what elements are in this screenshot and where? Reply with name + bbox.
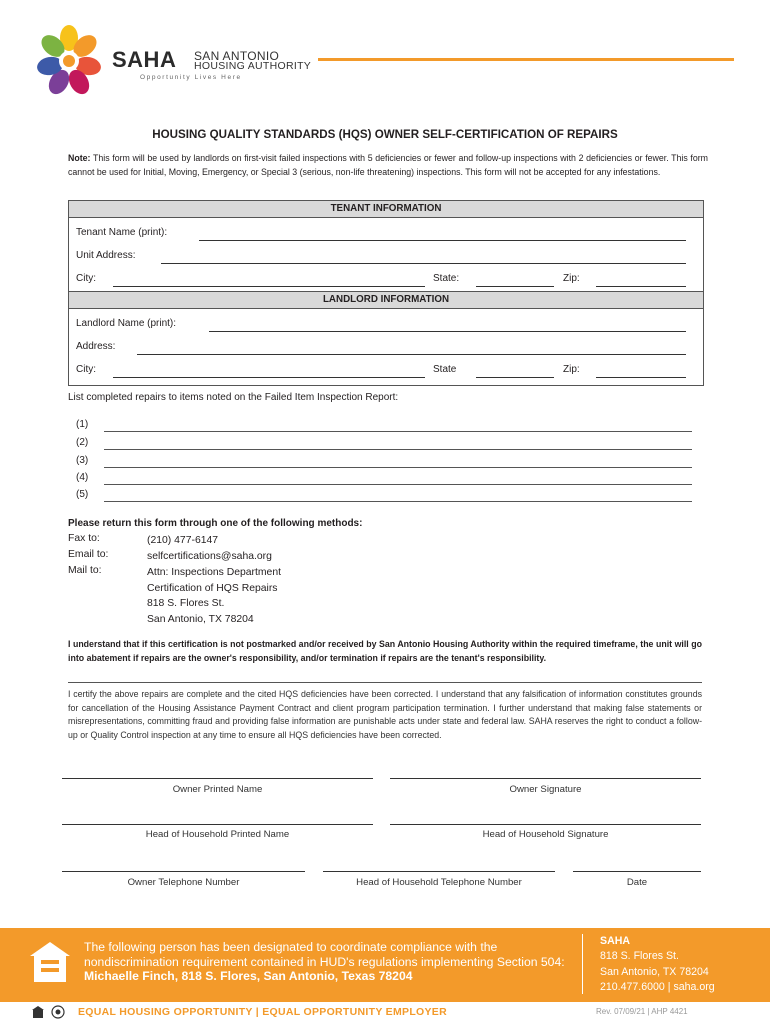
mail-address-line: Certification of HQS Repairs xyxy=(147,582,278,594)
tenant-name-label: Tenant Name (print): xyxy=(76,227,168,238)
tenant-zip-label: Zip: xyxy=(563,273,580,284)
landlord-zip-field[interactable] xyxy=(596,377,686,378)
email-label: Email to: xyxy=(68,549,109,560)
landlord-name-field[interactable] xyxy=(209,331,686,332)
fax-label: Fax to: xyxy=(68,533,100,544)
owner-phone-label: Owner Telephone Number xyxy=(127,877,240,888)
tenant-zip-field[interactable] xyxy=(596,286,686,287)
repair-item-field[interactable] xyxy=(104,501,692,502)
hoh-printed-name-label: Head of Household Printed Name xyxy=(145,829,290,840)
landlord-state-label: State xyxy=(433,364,457,375)
mail-address-line: 818 S. Flores St. xyxy=(147,598,225,610)
mail-address-line: Attn: Inspections Department xyxy=(147,567,281,578)
footer-contact: 210.477.6000 | saha.org xyxy=(600,981,715,994)
hoh-printed-name-field[interactable] xyxy=(62,824,373,825)
tagline: Opportunity Lives Here xyxy=(140,74,242,81)
equal-opportunity-icons xyxy=(32,1005,72,1019)
owner-phone-field[interactable] xyxy=(62,871,305,872)
footer-address xyxy=(600,934,715,996)
hoh-phone-field[interactable] xyxy=(323,871,555,872)
hoh-signature-label: Head of Household Signature xyxy=(482,829,609,840)
unit-address-label: Unit Address: xyxy=(76,250,136,261)
tenant-name-field[interactable] xyxy=(199,240,686,241)
section-divider xyxy=(68,682,702,683)
tenant-city-field[interactable] xyxy=(113,286,425,287)
agency-name xyxy=(194,51,311,71)
saha-flower-logo-icon xyxy=(36,24,102,96)
equal-housing-icon xyxy=(26,938,74,986)
compliance-text: The following person has been designated to coordinate compliance with the nondiscrimination requirement contained in HUD's regulations implementing Section 504: xyxy=(84,940,565,969)
mail-label: Mail to: xyxy=(68,565,102,576)
landlord-section-heading: LANDLORD INFORMATION xyxy=(69,291,703,309)
date-field[interactable] xyxy=(573,871,701,872)
footer-address-line1: 818 S. Flores St. xyxy=(600,950,679,963)
landlord-state-field[interactable] xyxy=(476,377,554,378)
mail-address-line: San Antonio, TX 78204 xyxy=(147,613,254,625)
repairs-intro: List completed repairs to items noted on the Failed Item Inspection Report: xyxy=(68,392,399,403)
form-title: HOUSING QUALITY STANDARDS (HQS) OWNER SELF-CERTIFICATION OF REPAIRS xyxy=(152,128,618,141)
unit-address-field[interactable] xyxy=(161,263,686,264)
footer-banner xyxy=(0,928,770,1002)
owner-printed-name-label: Owner Printed Name xyxy=(172,784,263,795)
return-methods-heading: Please return this form through one of the following methods: xyxy=(68,518,363,529)
repair-item-field[interactable] xyxy=(104,449,692,450)
revision-number: Rev. 07/09/21 | AHP 4421 xyxy=(596,1007,688,1016)
repair-item-number: (2) xyxy=(76,437,89,448)
coordinator-contact: Michaelle Finch, 818 S. Flores, San Antonio, Texas 78204 xyxy=(84,969,413,984)
landlord-zip-label: Zip: xyxy=(563,364,580,375)
note-label: Note: xyxy=(68,153,91,163)
repair-item-number: (4) xyxy=(76,472,89,483)
landlord-city-label: City: xyxy=(76,364,96,375)
repair-item-number: (5) xyxy=(76,489,89,500)
email-address[interactable]: selfcertifications@saha.org xyxy=(147,551,272,562)
certification-statement: I certify the above repairs are complete and the cited HQS deficiencies have been corrected. I understand that any falsification of information constitutes grounds for cancellation of the Housing Assistance Payment Contract and client program participation termination. I further understand that making false statements or misrepresentations, committing fraud and providing false information are punishable acts under state and federal law. SAHA reserves the right to conduct a follow-up or Quality Control inspection at any time to ensure all HQS deficiencies have been corrected. xyxy=(68,689,702,740)
tenant-state-field[interactable] xyxy=(476,286,554,287)
footer-address-line2: San Antonio, TX 78204 xyxy=(600,965,709,978)
abatement-warning: I understand that if this certification is not postmarked and/or received by San Antonio Housing Authority within the required timeframe, the unit will go into abatement if repairs are the owner's responsibility, and/or termination if repairs are the tenant's responsibility. xyxy=(68,639,702,663)
landlord-name-label: Landlord Name (print): xyxy=(76,318,177,329)
landlord-address-label: Address: xyxy=(76,341,116,352)
logo-wordmark: SAHA xyxy=(112,47,177,72)
footer-org-name: SAHA xyxy=(600,935,631,947)
repair-item-field[interactable] xyxy=(104,431,692,432)
landlord-city-field[interactable] xyxy=(113,377,425,378)
mail-address xyxy=(147,565,281,627)
owner-signature-label: Owner Signature xyxy=(509,784,582,795)
hoh-phone-label: Head of Household Telephone Number xyxy=(356,877,522,888)
hoh-signature-field[interactable] xyxy=(390,824,701,825)
agency-name-line1: SAN ANTONIO xyxy=(194,49,280,63)
repair-item-number: (3) xyxy=(76,455,89,466)
owner-signature-field[interactable] xyxy=(390,778,701,779)
header-divider xyxy=(318,58,734,61)
equal-opportunity-statement: EQUAL HOUSING OPPORTUNITY | EQUAL OPPORTUNITY EMPLOYER xyxy=(78,1006,447,1018)
footer-divider xyxy=(582,934,583,994)
information-box xyxy=(68,200,704,386)
agency-name-line2: HOUSING AUTHORITY xyxy=(194,60,312,72)
section-504-notice xyxy=(84,940,574,984)
tenant-state-label: State: xyxy=(433,273,460,284)
form-note xyxy=(68,151,708,179)
repair-item-field[interactable] xyxy=(104,467,692,468)
repair-item-field[interactable] xyxy=(104,484,692,485)
tenant-section-heading: TENANT INFORMATION xyxy=(69,201,703,218)
owner-printed-name-field[interactable] xyxy=(62,778,373,779)
landlord-address-field[interactable] xyxy=(137,354,686,355)
note-text: This form will be used by landlords on first-visit failed inspections with 5 deficiencies or fewer and follow-up inspections with 2 deficiencies or fewer. This form cannot be used for Initial, Moving, Emergency, or Special 3 (serious, non-life threatening) inspections. This form will not be accepted for any infestations. xyxy=(68,153,708,177)
date-label: Date xyxy=(626,877,648,888)
tenant-city-label: City: xyxy=(76,273,96,284)
fax-number: (210) 477-6147 xyxy=(147,535,219,546)
repair-item-number: (1) xyxy=(76,419,89,430)
